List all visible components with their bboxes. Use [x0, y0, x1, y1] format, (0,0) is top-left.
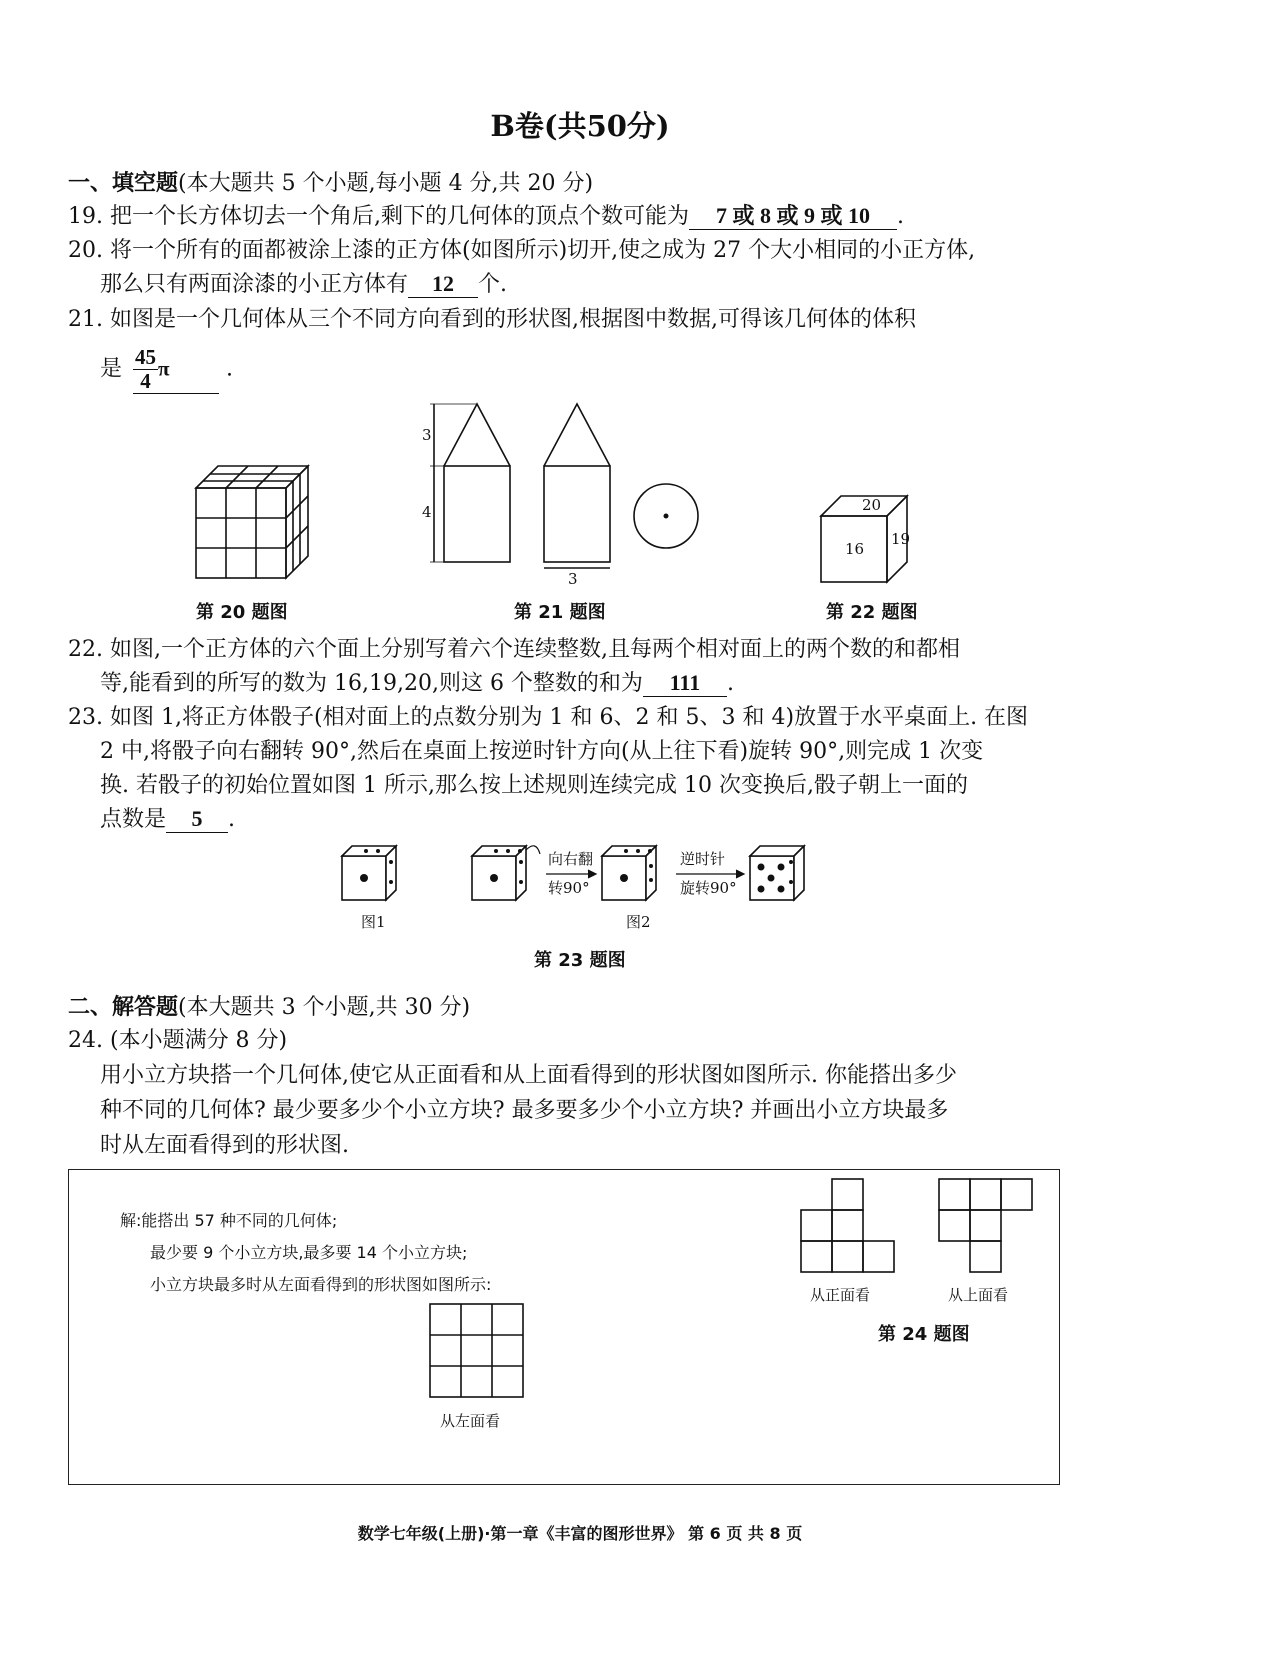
q21-answer-blank: [133, 346, 219, 394]
fig21-label-mid: 4: [422, 503, 432, 521]
fig23-arrow1-bottom: 转90°: [548, 879, 590, 897]
fig23-die-1: [342, 846, 396, 900]
q19-answer: 7 或 8 或 9 或 10: [689, 203, 897, 230]
q23-line4: [100, 804, 235, 836]
top-view-grid: [938, 1177, 1038, 1273]
fig20-cube: [190, 460, 320, 590]
section2-label: 二、解答题: [68, 994, 179, 1020]
fig22-caption: 第 22 题图: [826, 602, 918, 623]
q24-header: 24. (本小题满分 8 分): [68, 1028, 288, 1053]
solution-line2: 最少要 9 个小立方块,最多要 14 个小立方块;: [150, 1243, 468, 1262]
q24-line3: 时从左面看得到的形状图.: [100, 1133, 349, 1158]
q23-line1: 23. 如图 1,将正方体骰子(相对面上的点数分别为 1 和 6、2 和 5、3 和 4)放置于水平桌面上. 在图: [68, 705, 1029, 730]
q20-line2: [100, 269, 507, 301]
q21-answer-numerator: 45: [135, 345, 157, 369]
q22-answer: 111: [643, 670, 727, 697]
left-view-grid: [428, 1302, 526, 1400]
solution-line3: 小立方块最多时从左面看得到的形状图如图所示:: [150, 1275, 492, 1294]
fig21-label-bottom: 3: [568, 570, 578, 588]
q22-line2: [100, 668, 734, 700]
question-19: [68, 201, 904, 233]
front-view-grid: [800, 1177, 900, 1273]
section1-heading: [68, 167, 593, 200]
q21-line2-pre: 是: [100, 356, 123, 382]
fig23-label-1: 图1: [361, 913, 386, 931]
fig24-caption: 第 24 题图: [878, 1324, 970, 1345]
fig21-circle-center: [664, 514, 669, 519]
q21-answer-fraction: [133, 346, 158, 393]
q19-text: 19. 把一个长方体切去一个角后,剩下的几何体的顶点个数可能为: [68, 204, 689, 229]
fig23-label-2: 图2: [626, 913, 651, 931]
q21-line2: [100, 346, 233, 394]
q20-answer: 12: [408, 271, 478, 298]
fig23-arrow2-bottom: 旋转90°: [680, 879, 737, 897]
fig22-front-number: 16: [845, 540, 865, 558]
q22-line2-pre: 等,能看到的所写的数为 16,19,20,则这 6 个整数的和为: [100, 671, 643, 696]
q23-line3: 换. 若骰子的初始位置如图 1 所示,那么按上述规则连续完成 10 次变换后,骰子朝上一面的: [100, 773, 968, 798]
section1-note: (本大题共 5 个小题,每小题 4 分,共 20 分): [178, 171, 594, 196]
q23-end: .: [228, 807, 236, 832]
q21-end: .: [226, 356, 234, 382]
q21-answer-pi: π: [158, 356, 170, 381]
q23-line4-pre: 点数是: [100, 807, 167, 832]
q22-line1: 22. 如图,一个正方体的六个面上分别写着六个连续整数,且每两个相对面上的两个数的和都相: [68, 637, 960, 662]
front-view-label: 从正面看: [810, 1286, 871, 1304]
fig23-flip-arrow: [526, 846, 540, 854]
fig21-caption: 第 21 题图: [514, 602, 606, 623]
section1-label: 一、填空题: [68, 170, 179, 196]
fig23-die-4: [750, 846, 804, 900]
q21-answer-denominator: 4: [140, 369, 151, 393]
fig22-top-number: 20: [862, 496, 882, 514]
q24-line1: 用小立方块搭一个几何体,使它从正面看和从上面看得到的形状图如图所示. 你能搭出多少: [100, 1063, 957, 1088]
section2-heading: [68, 991, 470, 1024]
q20-line2-post: 个.: [478, 272, 508, 297]
solution-line1: 解:能搭出 57 种不同的几何体;: [120, 1211, 338, 1230]
fig21-views: [430, 400, 710, 590]
page-footer: 数学七年级(上册)·第一章《丰富的图形世界》 第 6 页 共 8 页: [357, 1524, 803, 1543]
page-title: B卷(共50分): [490, 109, 670, 143]
left-view-label: 从左面看: [440, 1412, 501, 1430]
fig21-label-top: 3: [422, 426, 432, 444]
q23-answer: 5: [166, 806, 228, 833]
q19-end: .: [896, 204, 904, 229]
q22-end: .: [726, 671, 734, 696]
top-view-label: 从上面看: [948, 1286, 1009, 1304]
fig23-caption: 第 23 题图: [534, 950, 626, 971]
fig23-die-3: [602, 846, 656, 900]
fig23-arrow1-top: 向右翻: [548, 850, 594, 868]
fig23-arrow2-top: 逆时针: [680, 850, 726, 868]
fig22-side-number: 19: [891, 530, 911, 548]
fig23-die-2: [472, 846, 526, 900]
q20-line1: 20. 将一个所有的面都被涂上漆的正方体(如图所示)切开,使之成为 27 个大小相同的小正方体,: [68, 238, 976, 263]
fig20-caption: 第 20 题图: [196, 602, 288, 623]
q20-line2-pre: 那么只有两面涂漆的小正方体有: [100, 272, 409, 297]
q23-line2: 2 中,将骰子向右翻转 90°,然后在桌面上按逆时针方向(从上往下看)旋转 90°,则完成 1 次变: [100, 739, 984, 764]
q24-line2: 种不同的几何体? 最少要多少个小立方块? 最多要多少个小立方块? 并画出小立方块最多: [100, 1098, 949, 1123]
q21-line1: 21. 如图是一个几何体从三个不同方向看到的形状图,根据图中数据,可得该几何体的体积: [68, 307, 916, 332]
section2-note: (本大题共 3 个小题,共 30 分): [178, 995, 471, 1020]
